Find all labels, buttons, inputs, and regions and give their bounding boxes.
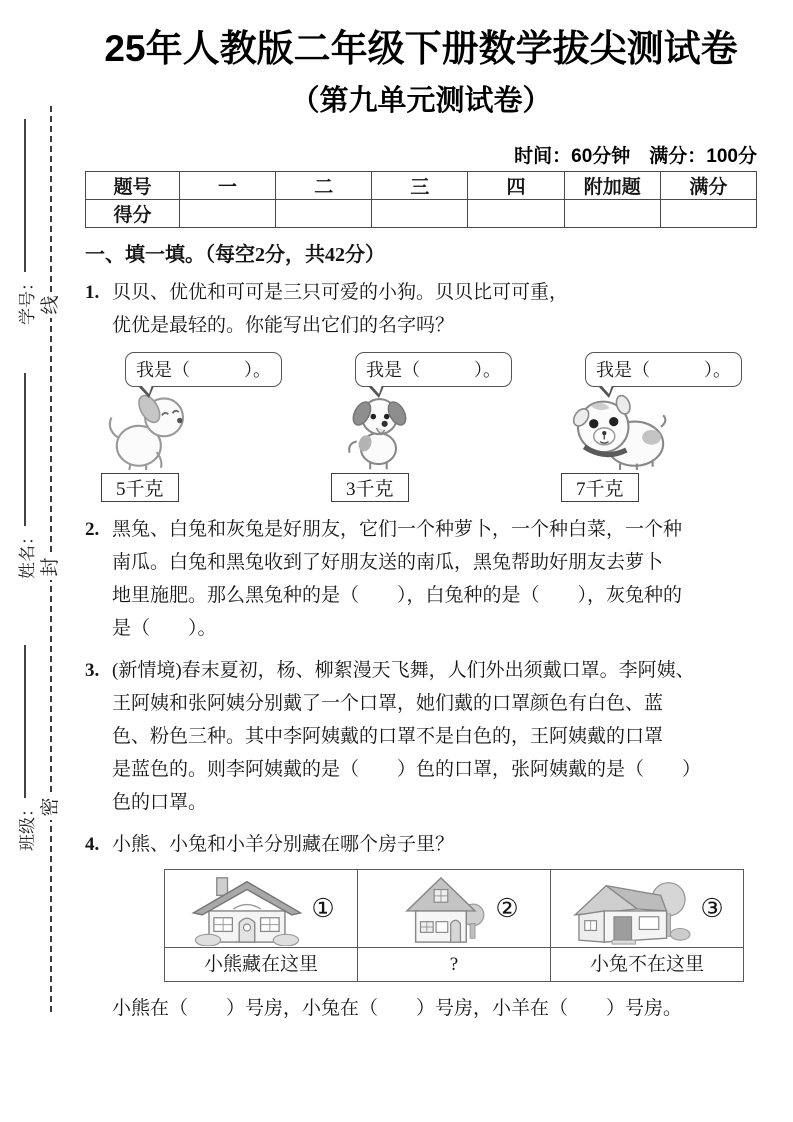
time-score-meta: 时间：60分钟 满分：100分 (514, 146, 757, 168)
question-2-line: 是（ ）。 (112, 618, 217, 640)
weight-label-3: 7千克 (561, 473, 639, 502)
question-2-number: 2. (85, 519, 100, 541)
section-one-heading (85, 238, 757, 267)
speech-bubble-1: 我是（ ）。 (125, 352, 282, 387)
question-4-body (112, 828, 757, 1025)
name-label: 姓名： (17, 528, 37, 579)
question-3-line: 色的口罩。 (112, 792, 208, 814)
question-2-line: 南瓜。白兔和黑兔收到了好朋友送的南瓜，黑兔帮助好朋友去萝卜 (112, 552, 664, 574)
seal-char-line: 线 (38, 292, 64, 318)
score-col-1: 一 (179, 172, 275, 200)
speech-bubble-2: 我是（ ）。 (355, 352, 512, 387)
question-4 (85, 828, 757, 1025)
houses-picture-row (165, 870, 744, 948)
student-id-label: 学号： (17, 274, 37, 325)
house-with-tree-illustration (570, 872, 694, 946)
class-blank-line (24, 645, 26, 798)
main-content (85, 26, 757, 1025)
house-number-2: ② (495, 894, 519, 924)
house-cell-3 (551, 870, 744, 948)
weight-label-2: 3千克 (331, 473, 409, 502)
name-field (13, 373, 37, 579)
question-1-line: 贝贝、优优和可可是三只可爱的小狗。贝贝比可可重， (112, 282, 569, 304)
score-table (85, 171, 757, 228)
class-label: 班级： (17, 800, 37, 851)
score-cell-empty (468, 200, 564, 228)
seal-char-seal: 封 (38, 554, 64, 580)
class-field (13, 645, 37, 851)
score-cell-empty (276, 200, 372, 228)
score-table-score-row (86, 200, 757, 228)
seal-char-secret: 密 (38, 794, 64, 820)
question-1-text (112, 276, 757, 342)
question-3-line: 色、粉色三种。其中李阿姨戴的口罩不是白色的，王阿姨戴的口罩 (112, 726, 664, 748)
question-4-answer-line: 小熊在（ ）号房，小兔在（ ）号房，小羊在（ ）号房。 (112, 998, 683, 1020)
question-2-line: 黑兔、白兔和灰兔是好朋友，它们一个种萝卜，一个种白菜，一个种 (112, 519, 683, 541)
house-number-3: ③ (700, 894, 724, 924)
score-row-label: 得分 (86, 200, 180, 228)
house-cell-1 (165, 870, 358, 948)
section-one-title: 一、填一填。 (85, 244, 205, 267)
dog-unit-2 (331, 352, 527, 502)
dog-chubby-illustration (561, 389, 677, 471)
dog-unit-3 (561, 352, 757, 502)
paper-title: 25年人教版二年级下册数学拔尖测试卷 (104, 28, 738, 69)
question-2-text (112, 513, 757, 645)
paper-subtitle: （第九单元测试卷） (290, 85, 552, 118)
house-cell-2 (358, 870, 551, 948)
question-3-text (112, 654, 757, 819)
house-steep-roof-illustration (389, 872, 489, 946)
question-3-line: (新情境)春末夏初，杨、柳絮漫天飞舞，人们外出须戴口罩。李阿姨、 (112, 660, 695, 682)
name-blank-line (24, 373, 26, 526)
house-number-1: ① (311, 894, 335, 924)
score-col-2: 二 (276, 172, 372, 200)
speech-bubble-3: 我是（ ）。 (585, 352, 742, 387)
dog-floppy-ear-illustration (101, 389, 205, 471)
student-id-blank-line (24, 119, 26, 272)
house-caption-1: 小熊藏在这里 (165, 948, 358, 982)
section-one-points-note: （每空2分，共42分） (205, 244, 385, 267)
question-1-line: 优优是最轻的。你能写出它们的名字吗？ (112, 315, 455, 337)
score-col-question-no: 题号 (86, 172, 180, 200)
question-1-number: 1. (85, 282, 100, 304)
score-col-4: 四 (468, 172, 564, 200)
house-with-chimney-illustration (187, 872, 305, 946)
house-caption-2: ? (358, 948, 551, 982)
dog-dark-ears-illustration (331, 389, 429, 471)
score-cell-empty (179, 200, 275, 228)
question-4-number: 4. (85, 834, 100, 856)
score-col-3: 三 (372, 172, 468, 200)
question-1-figure (85, 342, 757, 504)
question-3-line: 是蓝色的。则李阿姨戴的是（ ）色的口罩，张阿姨戴的是（ ） (112, 759, 702, 781)
question-3 (85, 654, 757, 819)
score-col-full: 满分 (660, 172, 756, 200)
score-table-header-row (86, 172, 757, 200)
score-cell-empty (564, 200, 660, 228)
question-2 (85, 513, 757, 645)
student-id-field (13, 119, 37, 325)
houses-caption-row (165, 948, 744, 982)
houses-table (164, 869, 744, 982)
score-cell-empty (660, 200, 756, 228)
question-3-number: 3. (85, 660, 100, 682)
dog-unit-1 (101, 352, 297, 502)
question-1 (85, 276, 757, 342)
question-3-line: 王阿姨和张阿姨分别戴了一个口罩，她们戴的口罩颜色有白色、蓝 (112, 693, 664, 715)
question-2-line: 地里施肥。那么黑兔种的是（ ），白兔种的是（ ），灰兔种的 (112, 585, 683, 607)
score-col-bonus: 附加题 (564, 172, 660, 200)
question-4-line: 小熊、小兔和小羊分别藏在哪个房子里？ (112, 834, 455, 856)
score-cell-empty (372, 200, 468, 228)
weight-label-1: 5千克 (101, 473, 179, 502)
house-caption-3: 小兔不在这里 (551, 948, 744, 982)
